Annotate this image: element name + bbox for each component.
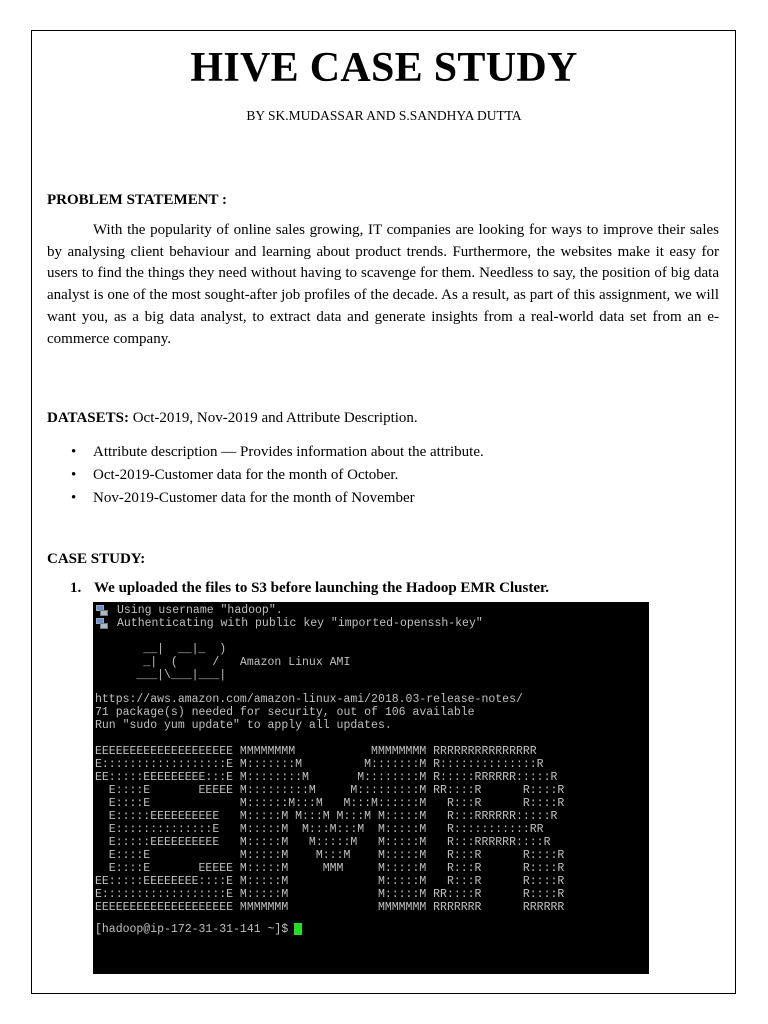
terminal-line: E::::::::::::::::::E M:::::M M:::::M RR::::R R::::R [95,888,565,901]
bullet-icon: • [71,490,77,506]
datasets-list [47,441,484,510]
terminal-line: https://aws.amazon.com/amazon-linux-ami/2018.03-release-notes/ [95,693,523,706]
terminal-prompt: [hadoop@ip-172-31-31-141 ~]$ [95,923,302,936]
step-number: 1. [70,580,82,596]
terminal-line: __| __|_ ) [95,643,227,656]
datasets-line [47,410,418,427]
list-item-text: Nov-2019-Customer data for the month of November [93,490,415,506]
terminal-screenshot [93,602,649,974]
terminal-line: E::::E M:::::M M:::M M:::::M R:::R R::::R [95,849,565,862]
terminal-line: Authenticating with public key "imported-openssh-key" [95,617,483,630]
terminal-cursor [294,923,302,935]
list-item [47,464,484,487]
terminal-line: Using username "hadoop". [95,604,283,617]
terminal-line: EE:::::EEEEEEEE::::E M:::::M M:::::M R:::R R::::R [95,875,565,888]
problem-statement-heading: PROBLEM STATEMENT : [47,192,228,208]
bullet-icon: • [71,444,77,460]
terminal-line: E:::::EEEEEEEEEE M:::::M M:::M M:::M M:::::M R:::RRRRRR:::::R [95,810,558,823]
putty-key-icon [95,617,107,629]
list-item-text: Oct-2019-Customer data for the month of October. [93,467,399,483]
terminal-line: EEEEEEEEEEEEEEEEEEEE MMMMMMM MMMMMMM RRRRRRR RRRRRR [95,901,565,914]
terminal-line: E::::::::::::::::::E M:::::::M M:::::::M R::::::::::::::R [95,758,544,771]
document-authors: BY SK.MUDASSAR AND S.SANDHYA DUTTA [246,108,522,123]
bullet-icon: • [71,467,77,483]
terminal-line: EEEEEEEEEEEEEEEEEEEE MMMMMMMM MMMMMMMM RRRRRRRRRRRRRRR [95,745,537,758]
terminal-line: Run "sudo yum update" to apply all updates. [95,719,392,732]
datasets-text: Oct-2019, Nov-2019 and Attribute Description. [128,410,418,426]
case-study-heading: CASE STUDY: [47,551,146,567]
terminal-line: E::::::::::::::E M:::::M M:::M:::M M:::::M R:::::::::::RR [95,823,544,836]
terminal-line: E::::E M::::::M:::M M:::M::::::M R:::R R::::R [95,797,565,810]
terminal-line: E::::E EEEEE M:::::M MMM M:::::M R:::R R::::R [95,862,565,875]
terminal-line: E:::::EEEEEEEEEE M:::::M M:::::M M:::::M R:::RRRRRR::::R [95,836,551,849]
list-item [47,441,484,464]
step-1 [70,580,549,597]
list-item [47,487,484,510]
terminal-line: E::::E EEEEE M:::::::::M M:::::::::M RR::::R R::::R [95,784,565,797]
putty-key-icon [95,604,107,616]
terminal-line: _| ( / Amazon Linux AMI [95,656,351,669]
document-title: HIVE CASE STUDY [190,45,578,91]
step-text: We uploaded the files to S3 before launching the Hadoop EMR Cluster. [94,580,550,596]
datasets-label: DATASETS: [47,410,129,426]
terminal-line: 71 package(s) needed for security, out of 106 available [95,706,475,719]
terminal-line: ___|\___|___| [95,669,227,682]
terminal-line: EE:::::EEEEEEEEE:::E M::::::::M M::::::::M R:::::RRRRRR:::::R [95,771,558,784]
problem-statement-text: With the popularity of online sales growing, IT companies are looking for ways to improve their sales by analysing client behaviour and learning about product trends. Furthermore, the websites make it easy for users to find the things they need without having to scavenge for them. Needless to say, the position of big data analyst is one of the most sought-after job profiles of the decade. As a result, as part of this assignment, we will want you, as a big data analyst, to extract data and generate insights from a real-world data set from an e-commerce company. [47,222,719,347]
list-item-text: Attribute description — Provides information about the attribute. [93,444,484,460]
